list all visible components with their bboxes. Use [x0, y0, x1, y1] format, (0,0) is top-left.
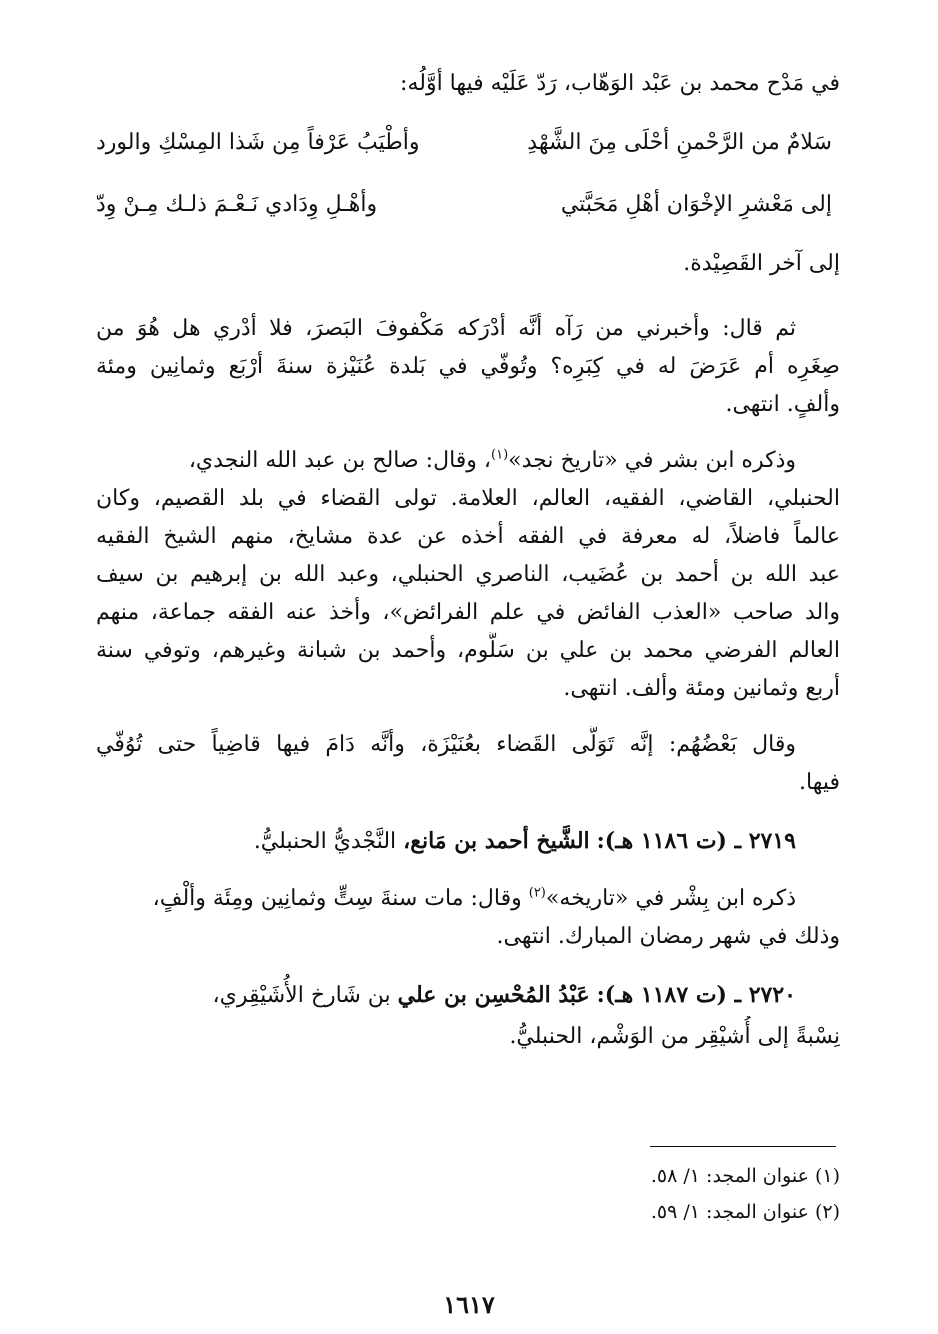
page-number: ١٦١٧: [443, 1290, 495, 1319]
paragraph-1-line: وألفٍ. انتهى.: [725, 392, 840, 417]
entry-descriptor: النَّجْديُّ الحنبليُّ.: [253, 829, 397, 854]
paragraph-2-line: عبد الله بن أحمد بن عُضَيب، الناصري الحنبلي، وعبد الله بن إبرهيم بن سيف: [96, 562, 840, 587]
footnote-separator: [650, 1146, 836, 1147]
verse-2: [96, 174, 840, 236]
paragraph-4-text: ذكره ابن بِشْر في «تاريخه»: [545, 886, 796, 911]
paragraph-2-line: الحنبلي، القاضي، الفقيه، العالم، العلامة. تولى القضاء في بلد القصيم، وكان: [96, 486, 840, 511]
verse-1-first-hemistich: سَلامٌ من الرَّحْمنِ أحْلَى مِنَ الشَّهْدِ: [527, 130, 832, 155]
paragraph-3: [96, 726, 840, 802]
entry-2720-heading: [96, 974, 840, 1016]
intro-line: في مَدْح محمد بن عَبْد الوَهّاب، رَدّ عَلَيْه فيها أوَّلُه:: [400, 71, 840, 96]
paragraph-1-line: صِغَرِه أم عَرَضَ له في كِبَرِه؟ وتُوفّي في بَلدة عُنَيْزة سنةَ أرْبَع وثمانِين ومئة: [96, 354, 840, 379]
paragraph-2: [96, 442, 840, 708]
entry-number: ٢٧٢٠ ـ (ت ١١٨٧ هـ):: [596, 982, 796, 1008]
paragraph-2-line: والد صاحب «العذب الفائض في علم الفرائض»، وأخذ عنه الفقه جماعة، منهم: [96, 600, 840, 625]
paragraph-2-text: وذكره ابن بشر في «تاريخ نجد»: [508, 448, 796, 473]
entry-2719: [96, 820, 840, 862]
entry-name: عَبْدُ المُحْسِن بن علي: [397, 982, 590, 1008]
verse-2-second-hemistich: وأهْـلِ وِدَادي نَـعْـمَ ذلـك مِـنْ وِدّ: [96, 192, 378, 217]
paragraph-2-line: أربع وثمانين ومئة وألف. انتهى.: [563, 676, 840, 701]
entry-number: ٢٧١٩ ـ (ت ١١٨٦ هـ):: [596, 828, 796, 854]
verse-1-second-hemistich: وأطْيَبُ عَرْفاً مِن شَذا المِسْكِ والورد: [96, 130, 420, 155]
paragraph-1: [96, 310, 840, 424]
paragraph-1-line: ثم قال: وأخبرني من رَآه أنَّه أدْرَكه مَكْفوفَ البَصرَ، فلا أدْري هل هُوَ من: [96, 316, 796, 341]
paragraph-3-line: فيها.: [799, 770, 840, 795]
verse-1: [96, 112, 840, 174]
footnote-1: (١) عنوان المجد: ١/ ٥٨.: [650, 1165, 840, 1187]
paragraph-3-line: وقال بَعْضُهُم: إنَّه تَوَلَّى القَضاء بعُنَيْزَة، وأنَّه دَامَ فيها قاضِياً حتى تُوُفّي: [96, 732, 796, 757]
page-body: [96, 56, 840, 1058]
entry-name: الشَّيخ أحمد بن مَانع،: [403, 828, 590, 854]
footnote-ref-2: (٢): [528, 885, 546, 901]
paragraph-2-first-line: [96, 442, 840, 480]
paragraph-2-text: ، وقال: صالح بن عبد الله النجدي،: [188, 448, 492, 473]
paragraph-4-first-line: [96, 880, 840, 918]
paragraph-2-line: العالم الفرضي محمد بن علي بن سَلُّوم، وأحمد بن شبانة وغيرهم، وتوفي سنة: [96, 638, 840, 663]
entry-2720: [96, 974, 840, 1058]
paragraph-4: [96, 880, 840, 956]
paragraph-4-text: وقال: مات سنةَ سِتٍّ وثمانِين ومِئَة وألْفٍ،: [152, 886, 529, 911]
verse-end-line: إلى آخر القَصِيْدة.: [683, 251, 840, 276]
footnote-ref-1: (١): [491, 447, 509, 463]
footnotes: [340, 1158, 840, 1230]
paragraph-4-line: وذلك في شهر رمضان المبارك. انتهى.: [496, 924, 840, 949]
entry-descriptor: بن شَارخ الأُشَيْقِري،: [212, 983, 391, 1008]
entry-2719-heading: [96, 820, 840, 862]
verse-2-first-hemistich: إلى مَعْشرِ الإخْوَان أهْلِ مَحَبَّتي: [560, 192, 832, 217]
footnote-2: (٢) عنوان المجد: ١/ ٥٩.: [650, 1201, 840, 1223]
entry-2720-line: نِسْبةً إلى أُشيْقِر من الوَشْم، الحنبليُّ.: [509, 1024, 840, 1049]
paragraph-2-line: عالماً فاضلاً، له معرفة في الفقه أخذه عن عدة مشايخ، منهم الشيخ الفقيه: [96, 524, 840, 549]
